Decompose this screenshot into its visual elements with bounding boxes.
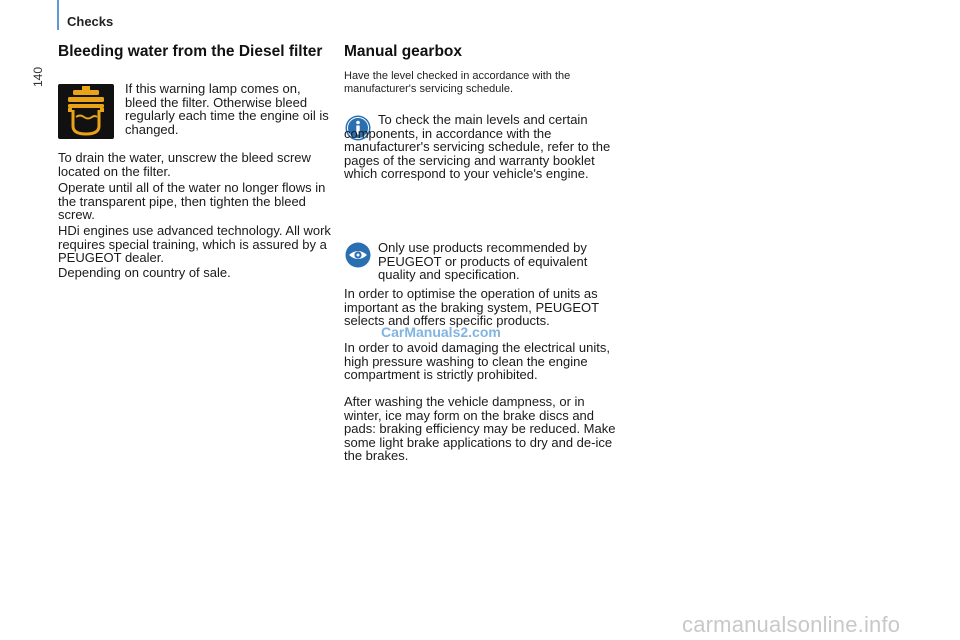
- right-paragraph: In order to optimise the operation of units as important as the braking system, PEUGEOT selects and offers specific products.: [344, 286, 599, 328]
- manual-gearbox-heading: Manual gearbox: [344, 43, 462, 60]
- watermark-carmanualsonline: carmanualsonline.info: [682, 612, 901, 637]
- diesel-filter-water-warning-icon: [58, 84, 114, 139]
- right-paragraph: After washing the vehicle dampness, or in winter, ice may form on the brake discs and pads: braking efficiency may be reduced. Make some light brake applications to dry and de-ice the brakes.: [344, 394, 616, 463]
- left-paragraph: Operate until all of the water no longer flows in the transparent pipe, then tighten the bleed screw.: [58, 180, 326, 222]
- page-number: 140: [31, 66, 45, 87]
- gearbox-intro-text: Have the level checked in accordance with the manufacturer's servicing schedule.: [344, 70, 571, 95]
- info-note-text: To check the main levels and certain components, in accordance with the manufacturer's servicing schedule, refer to the pages of the servicing and warranty booklet which correspond to your vehicle's engine.: [344, 112, 611, 181]
- eye-note-text: Only use products recommended by PEUGEOT or products of equivalent quality and specification.: [378, 240, 588, 282]
- left-paragraph: Depending on country of sale.: [58, 265, 231, 280]
- right-paragraph: In order to avoid damaging the electrical units, high pressure washing to clean the engine compartment is strictly prohibited.: [344, 340, 610, 382]
- warning-lamp-text: If this warning lamp comes on, bleed the filter. Otherwise bleed regularly each time the engine oil is changed.: [125, 81, 329, 137]
- left-paragraph: To drain the water, unscrew the bleed screw located on the filter.: [58, 150, 311, 179]
- watermark-carmanuals2: CarManuals2.com: [381, 324, 501, 340]
- eye-icon: [345, 242, 371, 268]
- bleeding-water-heading: Bleeding water from the Diesel filter: [58, 43, 323, 60]
- section-accent-bar: [57, 0, 59, 30]
- left-paragraph: HDi engines use advanced technology. All work requires special training, which is assured by a PEUGEOT dealer.: [58, 223, 331, 265]
- section-title: Checks: [67, 14, 114, 29]
